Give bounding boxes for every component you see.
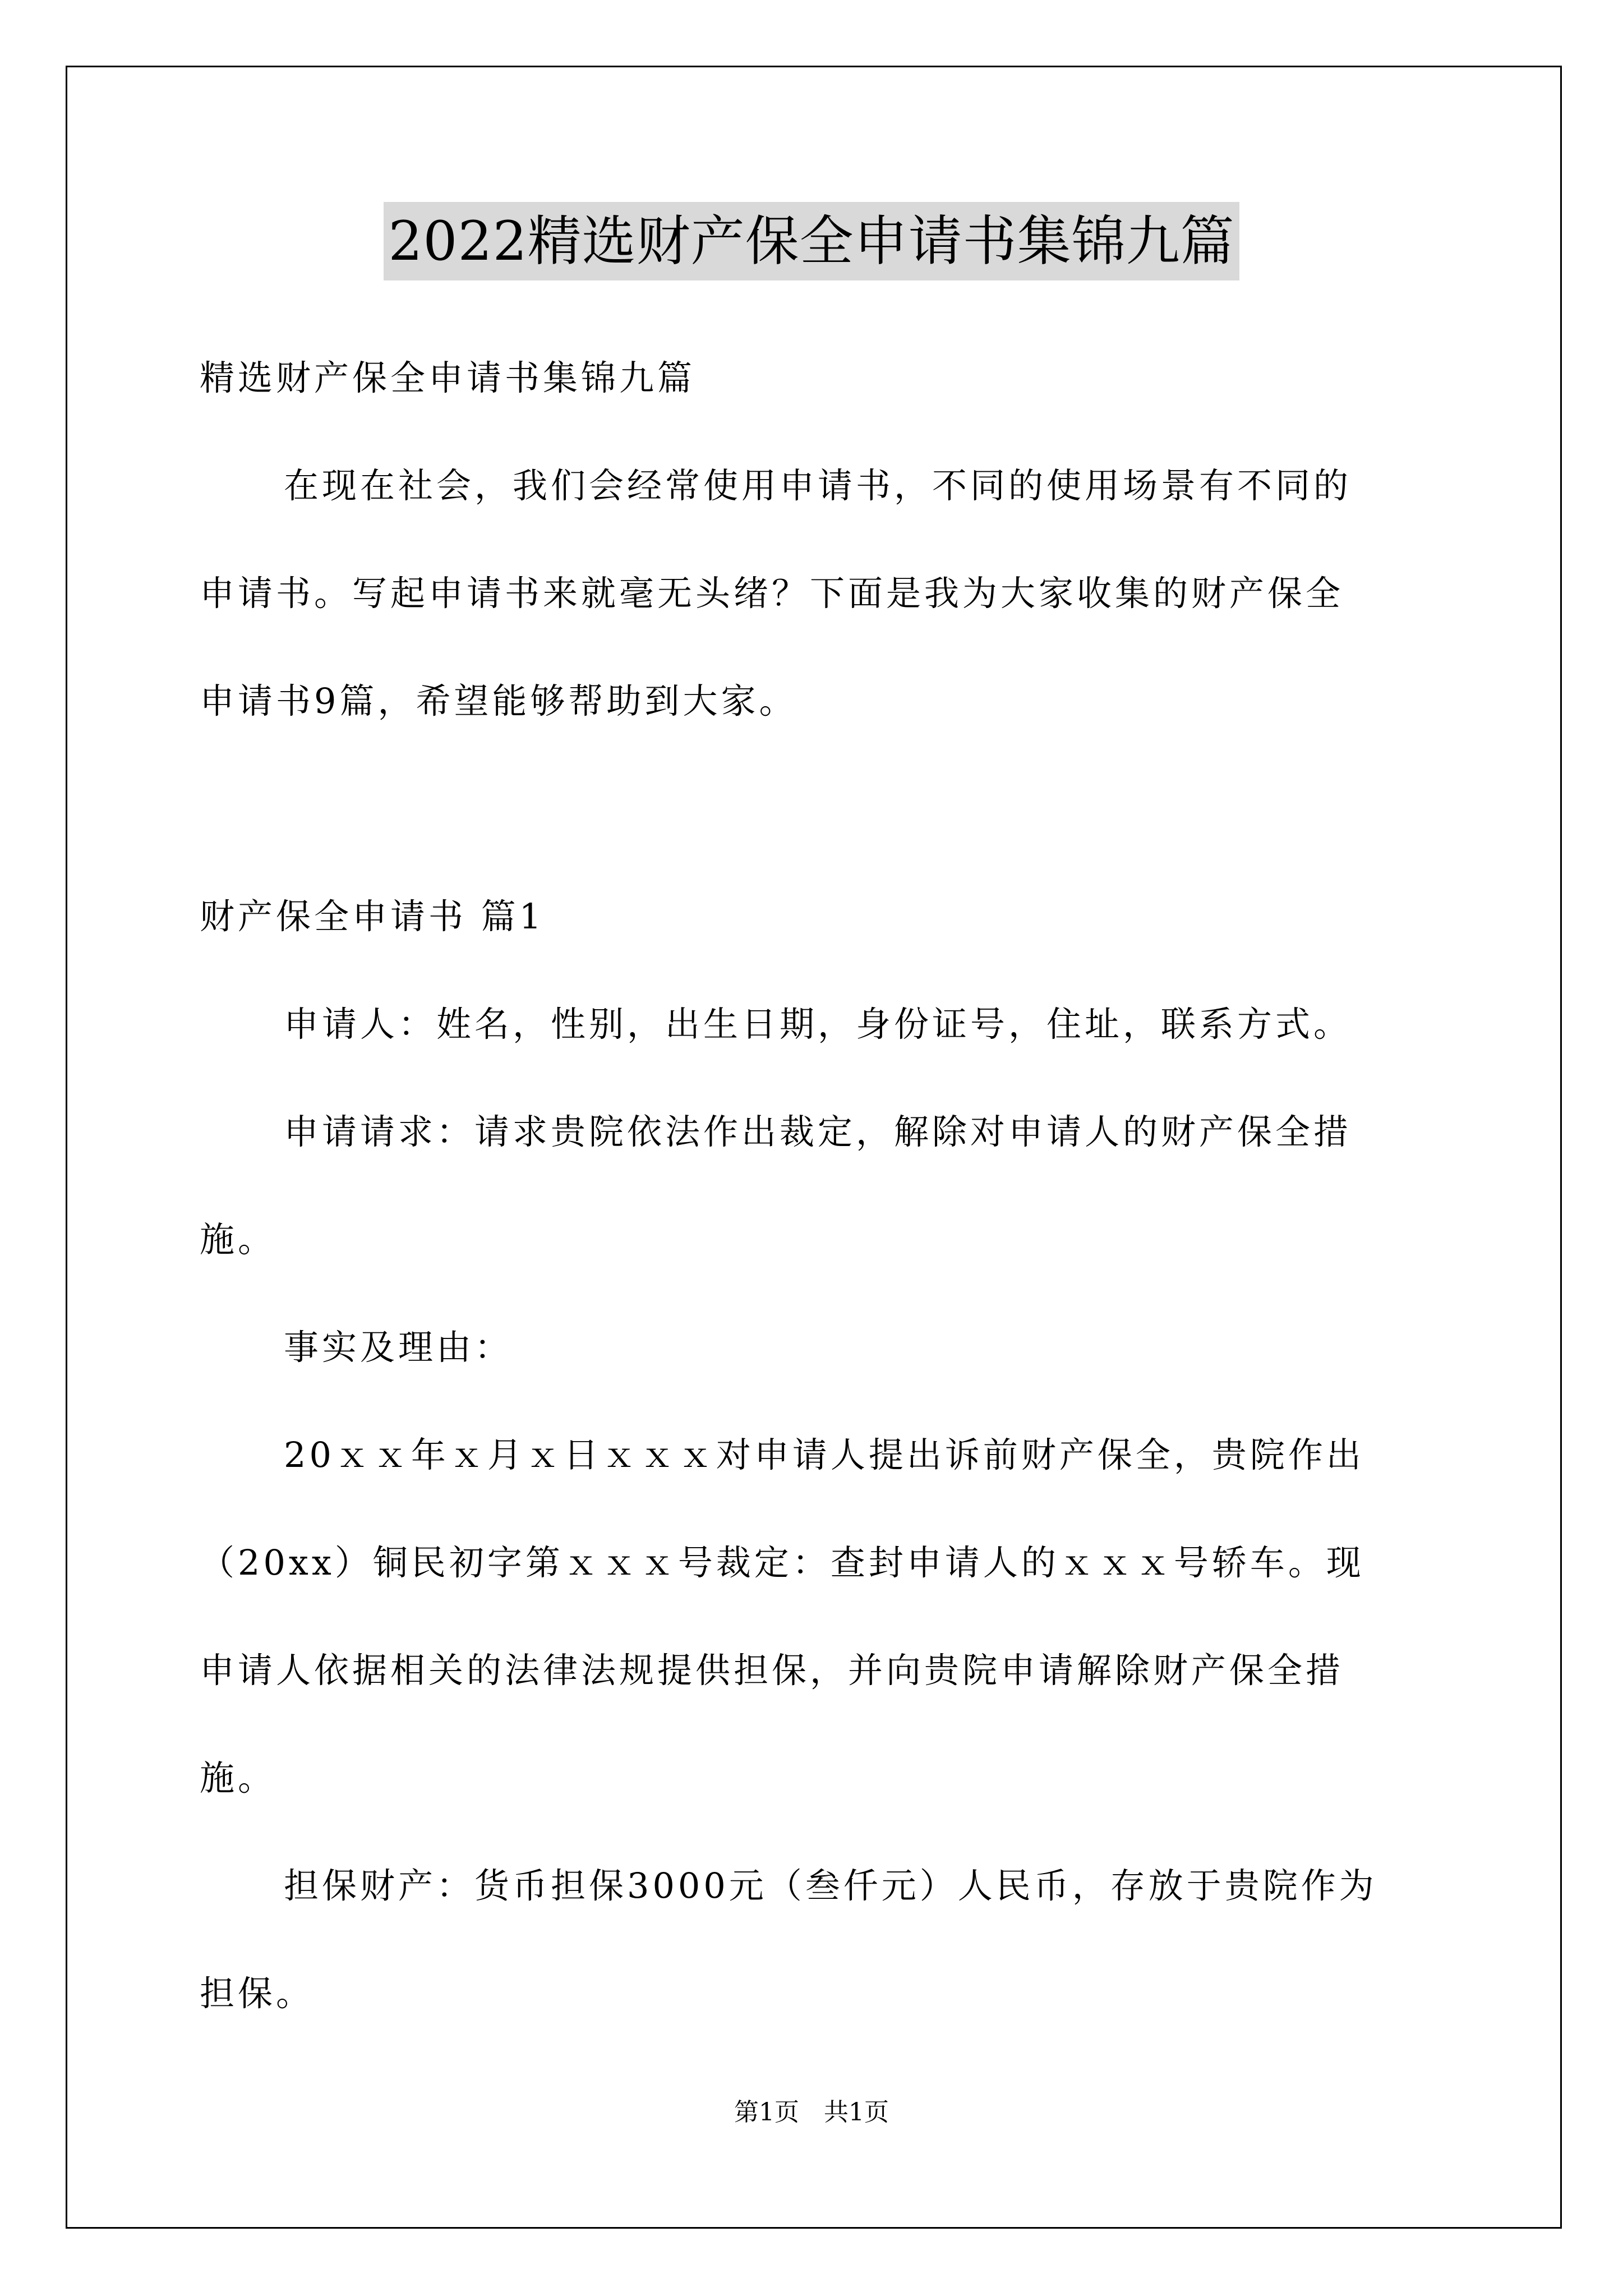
section-spacer [200,775,1433,883]
document-subtitle: 精选财产保全申请书集锦九篇 [200,357,696,398]
section-heading: 财产保全申请书 篇1 [200,896,545,937]
intro-line-3: 申请书9篇，希望能够帮助到大家。 [200,680,797,721]
guarantee-line-2: 担保。 [200,1973,315,2014]
intro-line-2: 申请书。写起申请书来就毫无头绪？下面是我为大家收集的财产保全 [200,573,1344,614]
page-footer: 第1页 共1页 [734,2098,889,2127]
facts-line-4: 施。 [200,1757,276,1798]
document-body [200,344,1433,2068]
request-line-2: 施。 [200,1219,276,1260]
title-area [0,202,1623,280]
applicant-line: 申请人：姓名，性别，出生日期，身份证号，住址，联系方式。 [284,1004,1352,1045]
facts-line-3: 申请人依据相关的法律法规提供担保，并向贵院申请解除财产保全措 [200,1650,1344,1691]
facts-line-1: 20ｘｘ年ｘ月ｘ日ｘｘｘ对申请人提出诉前财产保全，贵院作出 [284,1434,1364,1475]
document-title: 2022精选财产保全申请书集锦九篇 [384,202,1239,280]
intro-line-1: 在现在社会，我们会经常使用申请书，不同的使用场景有不同的 [284,465,1352,506]
request-line-1: 申请请求：请求贵院依法作出裁定，解除对申请人的财产保全措 [284,1111,1352,1152]
facts-heading: 事实及理由： [284,1327,513,1368]
guarantee-line-1: 担保财产：货币担保3000元（叁仟元）人民币，存放于贵院作为 [284,1865,1377,1906]
facts-line-2: （20xx）铜民初字第ｘｘｘ号裁定：查封申请人的ｘｘｘ号轿车。现 [200,1542,1364,1583]
